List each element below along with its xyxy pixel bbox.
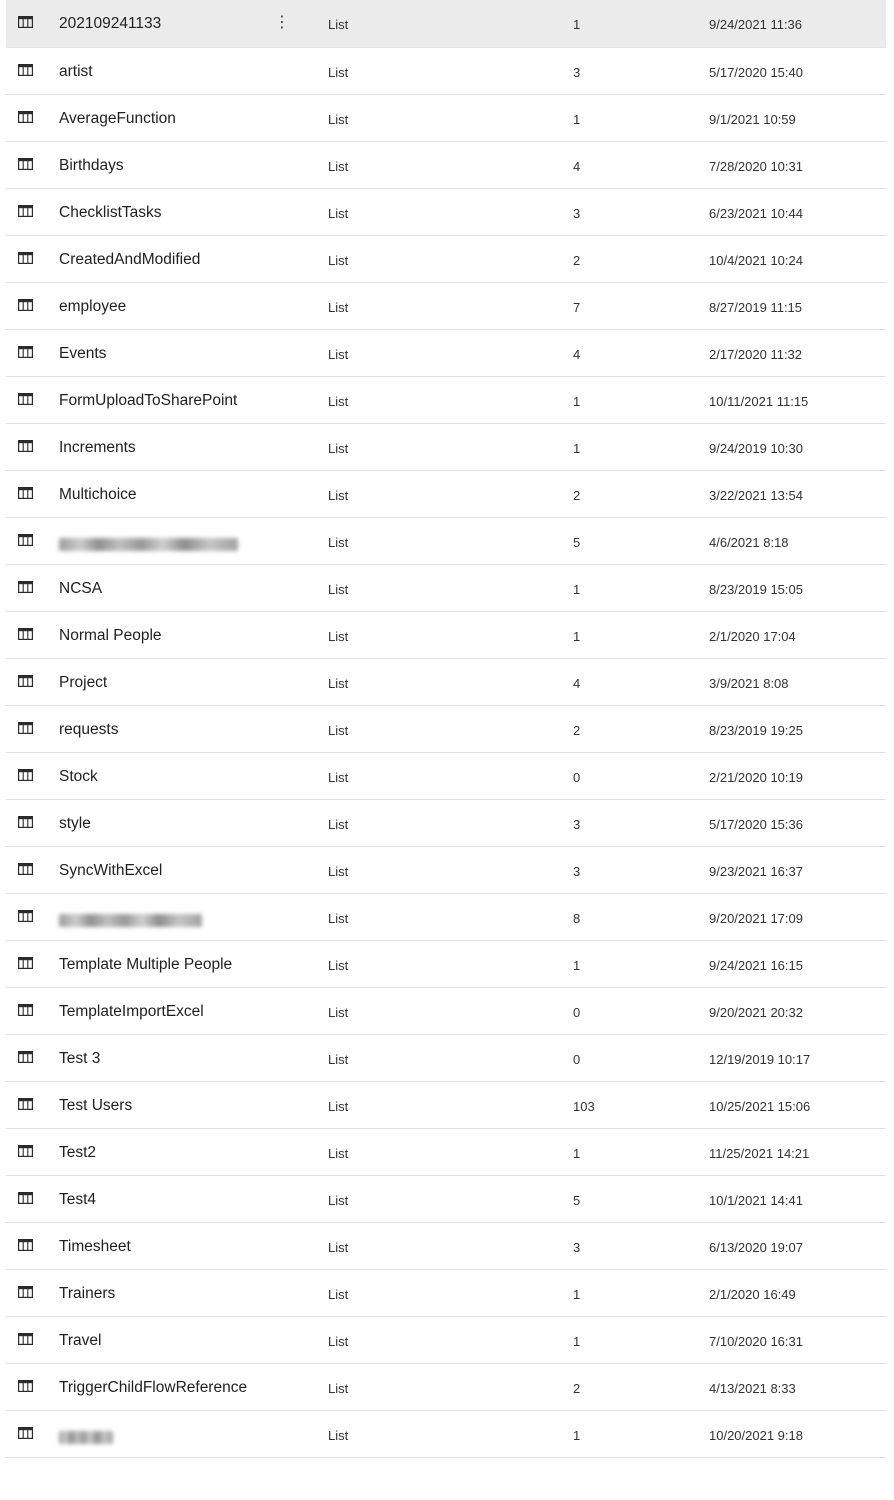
item-count: 2: [573, 253, 581, 268]
list-type: List: [328, 723, 349, 738]
table-row[interactable]: [6, 612, 886, 659]
table-row[interactable]: [6, 0, 886, 48]
table-row[interactable]: [6, 189, 886, 236]
table-row[interactable]: [6, 1364, 886, 1411]
item-count: 3: [573, 206, 581, 221]
list-name-link[interactable]: Events: [59, 345, 107, 362]
list-name-link[interactable]: Test4: [59, 1191, 97, 1208]
list-name-link[interactable]: Project: [59, 674, 108, 691]
list-type: List: [328, 441, 349, 456]
last-modified: 9/23/2021 16:37: [709, 864, 803, 879]
list-name-link[interactable]: style: [59, 815, 91, 832]
table-row[interactable]: [6, 1270, 886, 1317]
list-type: List: [328, 676, 349, 691]
list-type: List: [328, 17, 349, 32]
list-name-link[interactable]: ChecklistTasks: [59, 204, 162, 221]
list-name-link[interactable]: TemplateImportExcel: [59, 1003, 204, 1020]
list-name-link[interactable]: SyncWithExcel: [59, 862, 163, 879]
last-modified: 12/19/2019 10:17: [709, 1052, 811, 1067]
item-count: 3: [573, 817, 581, 832]
table-icon: [18, 769, 33, 781]
item-count: 0: [573, 1005, 581, 1020]
list-type: List: [328, 488, 349, 503]
table-icon: [18, 1239, 33, 1251]
item-count: 1: [573, 17, 581, 32]
item-count: 2: [573, 1381, 581, 1396]
item-count: 1: [573, 582, 581, 597]
list-name-link[interactable]: 202109241133: [59, 15, 162, 32]
last-modified: 10/1/2021 14:41: [709, 1193, 803, 1208]
table-icon: [18, 1192, 33, 1204]
table-row[interactable]: [6, 894, 886, 941]
list-name-link[interactable]: Multichoice: [59, 486, 137, 503]
last-modified: 2/17/2020 11:32: [709, 347, 803, 362]
item-count: 4: [573, 159, 581, 174]
table-icon: [18, 628, 33, 640]
list-type: List: [328, 864, 349, 879]
item-count: 2: [573, 723, 581, 738]
table-row[interactable]: [6, 847, 886, 894]
table-icon: [18, 910, 33, 922]
item-count: 1: [573, 441, 581, 456]
list-name-redacted[interactable]: [59, 538, 238, 551]
list-name-link[interactable]: Increments: [59, 439, 136, 456]
last-modified: 9/1/2021 10:59: [709, 112, 796, 127]
item-count: 1: [573, 1334, 581, 1349]
table-row[interactable]: [6, 1411, 886, 1458]
table-row[interactable]: [6, 941, 886, 988]
table-icon: [18, 393, 33, 405]
last-modified: 9/24/2019 10:30: [709, 441, 803, 456]
table-row[interactable]: [6, 48, 886, 95]
table-icon: [18, 111, 33, 123]
item-count: 3: [573, 65, 581, 80]
last-modified: 8/23/2019 15:05: [709, 582, 803, 597]
list-name-link[interactable]: NCSA: [59, 580, 103, 597]
list-name-redacted[interactable]: [59, 914, 202, 927]
last-modified: 5/17/2020 15:40: [709, 65, 803, 80]
table-icon: [18, 1145, 33, 1157]
list-name-link[interactable]: Normal People: [59, 627, 162, 644]
item-count: 1: [573, 1146, 581, 1161]
list-name-link[interactable]: Test2: [59, 1144, 97, 1161]
table-icon: [18, 64, 33, 76]
last-modified: 2/1/2020 17:04: [709, 629, 796, 644]
table-icon: [18, 1333, 33, 1345]
table-icon: [18, 957, 33, 969]
list-type: List: [328, 1052, 349, 1067]
table-row[interactable]: [6, 330, 886, 377]
table-icon: [18, 346, 33, 358]
table-icon: [18, 158, 33, 170]
table-icon: [18, 440, 33, 452]
last-modified: 8/27/2019 11:15: [709, 300, 803, 315]
last-modified: 4/6/2021 8:18: [709, 535, 789, 550]
table-row[interactable]: [6, 1035, 886, 1082]
list-name-link[interactable]: Stock: [59, 768, 98, 785]
item-count: 3: [573, 1240, 581, 1255]
list-type: List: [328, 1287, 349, 1302]
item-count: 1: [573, 1287, 581, 1302]
list-type: List: [328, 1240, 349, 1255]
table-row[interactable]: [6, 377, 886, 424]
item-count: 5: [573, 535, 581, 550]
list-name-link[interactable]: Trainers: [59, 1285, 116, 1302]
last-modified: 4/13/2021 8:33: [709, 1381, 796, 1396]
list-type: List: [328, 911, 349, 926]
table-row[interactable]: [6, 518, 886, 565]
more-vertical-icon[interactable]: ⋮: [274, 14, 290, 31]
list-name-link[interactable]: CreatedAndModified: [59, 251, 201, 268]
table-icon: [18, 1286, 33, 1298]
list-type: List: [328, 1193, 349, 1208]
list-name-link[interactable]: requests: [59, 721, 119, 738]
list-name-link[interactable]: Template Multiple People: [59, 956, 233, 973]
table-row[interactable]: [6, 800, 886, 847]
table-row[interactable]: [6, 753, 886, 800]
item-count: 103: [573, 1099, 595, 1114]
last-modified: 9/20/2021 17:09: [709, 911, 803, 926]
list-type: List: [328, 300, 349, 315]
table-icon: [18, 581, 33, 593]
last-modified: 5/17/2020 15:36: [709, 817, 803, 832]
table-row[interactable]: [6, 1176, 886, 1223]
table-row[interactable]: [6, 1129, 886, 1176]
list-type: List: [328, 817, 349, 832]
table-icon: [18, 1004, 33, 1016]
table-icon: [18, 1051, 33, 1063]
table-icon: [18, 816, 33, 828]
last-modified: 10/11/2021 11:15: [709, 394, 809, 409]
item-count: 2: [573, 488, 581, 503]
item-count: 5: [573, 1193, 581, 1208]
item-count: 4: [573, 676, 581, 691]
list-type: List: [328, 770, 349, 785]
last-modified: 11/25/2021 14:21: [709, 1146, 810, 1161]
item-count: 1: [573, 394, 581, 409]
list-name-link[interactable]: TriggerChildFlowReference: [59, 1379, 248, 1396]
table-icon: [18, 722, 33, 734]
last-modified: 7/10/2020 16:31: [709, 1334, 803, 1349]
table-icon: [18, 863, 33, 875]
list-name-link[interactable]: artist: [59, 63, 93, 80]
list-name-redacted[interactable]: [59, 1431, 113, 1444]
list-name-link[interactable]: Timesheet: [59, 1238, 131, 1255]
list-name-link[interactable]: Travel: [59, 1332, 102, 1349]
list-name-link[interactable]: employee: [59, 298, 127, 315]
list-type: List: [328, 1381, 349, 1396]
table-row[interactable]: [6, 424, 886, 471]
table-icon: [18, 1427, 33, 1439]
list-name-link[interactable]: AverageFunction: [59, 110, 176, 127]
list-type: List: [328, 206, 349, 221]
last-modified: 10/4/2021 10:24: [709, 253, 803, 268]
item-count: 7: [573, 300, 581, 315]
last-modified: 10/20/2021 9:18: [709, 1428, 803, 1443]
last-modified: 2/1/2020 16:49: [709, 1287, 796, 1302]
last-modified: 3/9/2021 8:08: [709, 676, 789, 691]
list-type: List: [328, 582, 349, 597]
table-row[interactable]: [6, 659, 886, 706]
item-count: 0: [573, 1052, 581, 1067]
table-row[interactable]: [6, 95, 886, 142]
last-modified: 6/13/2020 19:07: [709, 1240, 803, 1255]
item-count: 1: [573, 958, 581, 973]
list-name-link[interactable]: Birthdays: [59, 157, 124, 174]
table-icon: [18, 1098, 33, 1110]
list-type: List: [328, 159, 349, 174]
table-icon: [18, 487, 33, 499]
last-modified: 9/24/2021 11:36: [709, 17, 803, 32]
table-row[interactable]: [6, 1082, 886, 1129]
table-icon: [18, 1380, 33, 1392]
list-type: List: [328, 1428, 349, 1443]
item-count: 1: [573, 112, 581, 127]
table-row[interactable]: [6, 706, 886, 753]
list-type: List: [328, 1334, 349, 1349]
table-icon: [18, 675, 33, 687]
table-row[interactable]: [6, 1223, 886, 1270]
last-modified: 6/23/2021 10:44: [709, 206, 803, 221]
list-type: List: [328, 535, 349, 550]
list-type: List: [328, 253, 349, 268]
table-row[interactable]: [6, 142, 886, 189]
list-type: List: [328, 112, 349, 127]
list-type: List: [328, 65, 349, 80]
list-type: List: [328, 394, 349, 409]
last-modified: 3/22/2021 13:54: [709, 488, 803, 503]
list-type: List: [328, 1146, 349, 1161]
table-row[interactable]: [6, 236, 886, 283]
table-icon: [18, 205, 33, 217]
item-count: 3: [573, 864, 581, 879]
last-modified: 9/24/2021 16:15: [709, 958, 803, 973]
item-count: 1: [573, 1428, 581, 1443]
list-name-link[interactable]: Test 3: [59, 1050, 101, 1067]
list-type: List: [328, 347, 349, 362]
table-icon: [18, 299, 33, 311]
table-icon: [18, 252, 33, 264]
list-table: [6, 0, 886, 1458]
last-modified: 9/20/2021 20:32: [709, 1005, 803, 1020]
last-modified: 10/25/2021 15:06: [709, 1099, 811, 1114]
item-count: 4: [573, 347, 581, 362]
table-row[interactable]: [6, 565, 886, 612]
table-row[interactable]: [6, 988, 886, 1035]
last-modified: 7/28/2020 10:31: [709, 159, 803, 174]
table-row[interactable]: [6, 283, 886, 330]
list-type: List: [328, 1099, 349, 1114]
list-type: List: [328, 958, 349, 973]
item-count: 1: [573, 629, 581, 644]
table-icon: [18, 534, 33, 546]
list-name-link[interactable]: Test Users: [59, 1097, 133, 1114]
item-count: 0: [573, 770, 581, 785]
table-icon: [18, 16, 33, 28]
item-count: 8: [573, 911, 581, 926]
table-row[interactable]: [6, 471, 886, 518]
list-type: List: [328, 1005, 349, 1020]
table-row[interactable]: [6, 1317, 886, 1364]
list-type: List: [328, 629, 349, 644]
last-modified: 8/23/2019 19:25: [709, 723, 803, 738]
last-modified: 2/21/2020 10:19: [709, 770, 803, 785]
list-name-link[interactable]: FormUploadToSharePoint: [59, 392, 238, 409]
